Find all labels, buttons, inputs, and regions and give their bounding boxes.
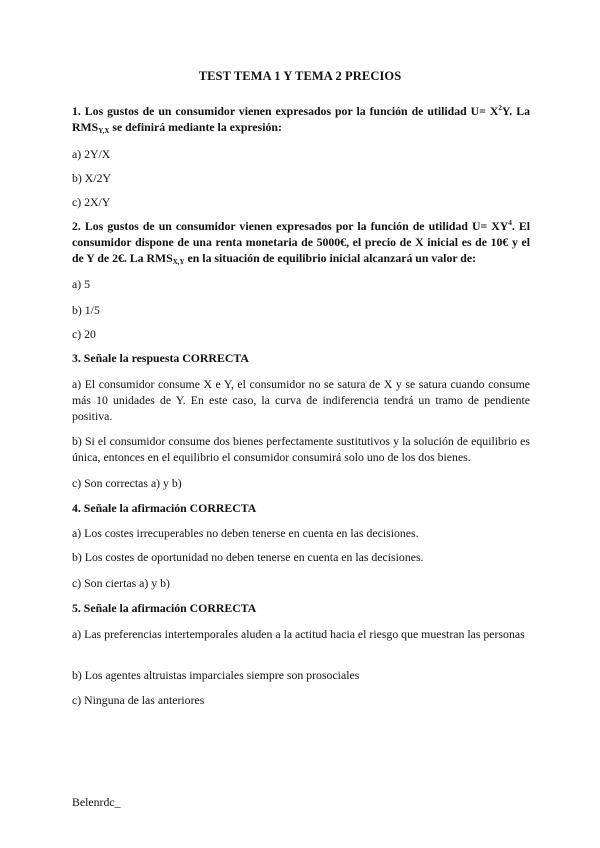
question-1-text-a: 1. Los gustos de un consumidor vienen expresados por la función de utilidad U= X: [72, 104, 499, 118]
question-2-text-b: . El consumidor dispone de una renta monetaria de 5000€, el precio de X inicial es de 10€ y el de Y de 2€. La RMS: [72, 219, 530, 265]
question-3: 3. Señale la respuesta CORRECTA: [72, 351, 249, 365]
question-2: [72, 218, 530, 266]
question-3-option-b: b) Si el consumidor consume dos bienes perfectamente sustitutivos y la solución de equilibrio es única, entonces en el equilibrio el consumidor consumirá solo uno de los dos bienes.: [72, 434, 530, 464]
question-3-option-c: c) Son correctas a) y b): [72, 476, 182, 490]
question-1-option-c: c) 2X/Y: [72, 195, 111, 209]
question-1: [72, 103, 530, 135]
question-2-text-a: 2. Los gustos de un consumidor vienen expresados por la función de utilidad U= XY: [72, 219, 509, 233]
document-title: TEST TEMA 1 Y TEMA 2 PRECIOS: [198, 69, 402, 83]
question-2-option-a: a) 5: [72, 277, 91, 291]
question-1-subscript: Y,X: [98, 127, 110, 135]
question-1-text-c: se definirá mediante la expresión:: [109, 120, 282, 134]
question-1-option-a: a) 2Y/X: [72, 147, 111, 161]
question-5-option-a: a) Las preferencias intertemporales aluden a la actitud hacia el riesgo que muestran las personas: [72, 627, 525, 641]
question-1-option-b: b) X/2Y: [72, 171, 111, 185]
question-2-option-b: b) 1/5: [72, 303, 100, 317]
question-2-subscript: X,Y: [172, 258, 185, 266]
question-4-option-b: b) Los costes de oportunidad no deben tenerse en cuenta en las decisiones.: [72, 550, 424, 564]
question-2-option-c: c) 20: [72, 327, 96, 341]
footer-author: Belenrdc_: [72, 795, 121, 809]
question-1-superscript: 2: [498, 104, 502, 112]
question-4: 4. Señale la afirmación CORRECTA: [72, 501, 257, 515]
question-2-superscript: 4: [508, 219, 512, 227]
question-1-text-b: Y. La RMS: [72, 104, 530, 134]
question-4-option-c: c) Son ciertas a) y b): [72, 576, 170, 590]
question-5-option-b: b) Los agentes altruistas imparciales siempre son prosociales: [72, 668, 360, 682]
question-2-text-c: en la situación de equilibrio inicial alcanzará un valor de:: [184, 251, 477, 265]
question-4-option-a: a) Los costes irrecuperables no deben tenerse en cuenta en las decisiones.: [72, 526, 419, 540]
question-5-option-c: c) Ninguna de las anteriores: [72, 693, 205, 707]
question-3-option-a: a) El consumidor consume X e Y, el consumidor no se satura de X y se satura cuando consume más 10 unidades de Y. En este caso, la curva de indiferencia tendrá un tramo de pendiente positiva.: [72, 377, 530, 423]
question-5: 5. Señale la afirmación CORRECTA: [72, 601, 257, 615]
